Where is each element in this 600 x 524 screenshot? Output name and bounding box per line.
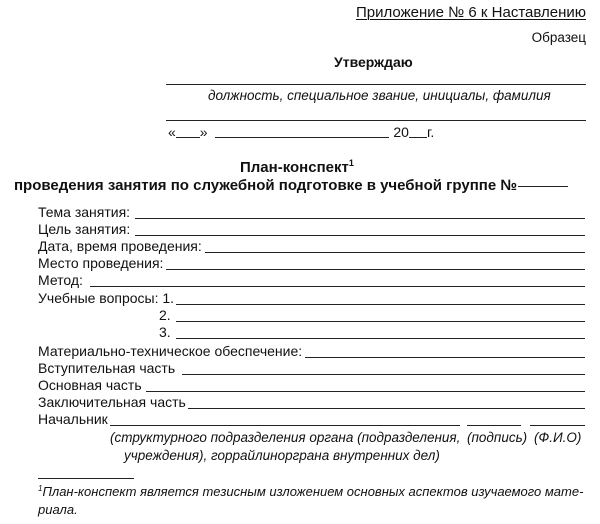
field-questions-text: Учебные вопросы:: [38, 290, 159, 306]
question-1-line[interactable]: [176, 304, 585, 305]
footnote-text: План-конспект является тезисным изложением основных аспектов изучаемого мате-: [42, 484, 584, 499]
chief-signature-line[interactable]: [467, 425, 521, 426]
field-intro-line[interactable]: [182, 374, 585, 375]
field-method-label: Метод:: [38, 272, 83, 288]
field-goal-label: Цель занятия:: [38, 221, 131, 237]
title-footnote-mark: 1: [348, 158, 354, 168]
name-caption: (Ф.И.О): [534, 430, 582, 445]
year-suffix: г.: [426, 124, 435, 140]
year-blank: [409, 137, 427, 138]
approval-title: Утверждаю: [334, 54, 413, 70]
field-intro-label: Вступительная часть: [38, 360, 176, 376]
field-method-line[interactable]: [90, 286, 585, 287]
field-datetime-label: Дата, время проведения:: [38, 238, 202, 254]
document-title-text: План-конспект: [240, 159, 349, 176]
footnote-line2: риала.: [38, 502, 78, 517]
unit-caption-line2: учреждения), горрайлинорграна внутренних дел): [124, 448, 440, 463]
signature-caption: (подпись): [467, 430, 528, 445]
question-2-number: 2.: [159, 307, 171, 323]
field-conclusion-label: Заключительная часть: [38, 394, 186, 410]
month-blank: [215, 137, 389, 138]
position-caption: должность, специальное звание, инициалы, фамилия: [208, 88, 551, 103]
field-chief-label: Начальник: [38, 411, 108, 427]
sample-label: Образец: [531, 30, 586, 45]
field-equipment-line[interactable]: [305, 357, 585, 358]
year-prefix: 20: [393, 124, 409, 140]
field-goal-line[interactable]: [135, 235, 585, 236]
question-2-line[interactable]: [176, 321, 585, 322]
date-close-quote: »: [199, 124, 208, 140]
field-place-label: Место проведения:: [38, 255, 164, 271]
chief-name-line[interactable]: [530, 425, 585, 426]
day-blank: [176, 137, 200, 138]
question-3-line[interactable]: [176, 338, 585, 339]
document-subtitle: [14, 177, 568, 194]
footnote-line1: [38, 484, 583, 499]
field-topic-label: Тема занятия:: [38, 204, 131, 220]
document-subtitle-text: проведения занятия по служебной подготовке в учебной группе №: [14, 177, 518, 194]
document-title: [240, 158, 354, 176]
footnote-mark: 1: [38, 484, 43, 493]
field-conclusion-line[interactable]: [188, 408, 585, 409]
field-datetime-line[interactable]: [205, 252, 585, 253]
group-number-blank: [518, 186, 568, 187]
unit-caption-line1: (структурного подразделения органа (подразделения,: [110, 430, 461, 445]
question-3-number: 3.: [159, 324, 171, 340]
field-main-label: Основная часть: [38, 377, 142, 393]
field-place-line[interactable]: [166, 269, 585, 270]
field-questions-label: [38, 290, 174, 306]
footnote-separator: [38, 478, 134, 479]
approval-date-row: [168, 124, 434, 140]
question-1-number: 1.: [162, 290, 175, 306]
position-blank-line: [166, 84, 586, 85]
date-open-quote: «: [168, 124, 176, 140]
field-main-line[interactable]: [146, 391, 585, 392]
field-topic-line[interactable]: [135, 218, 585, 219]
field-equipment-label: Материально-техническое обеспечение:: [38, 343, 303, 359]
chief-unit-line[interactable]: [110, 425, 460, 426]
signature-blank-line: [166, 120, 586, 121]
appendix-heading: Приложение № 6 к Наставлению: [356, 4, 586, 21]
